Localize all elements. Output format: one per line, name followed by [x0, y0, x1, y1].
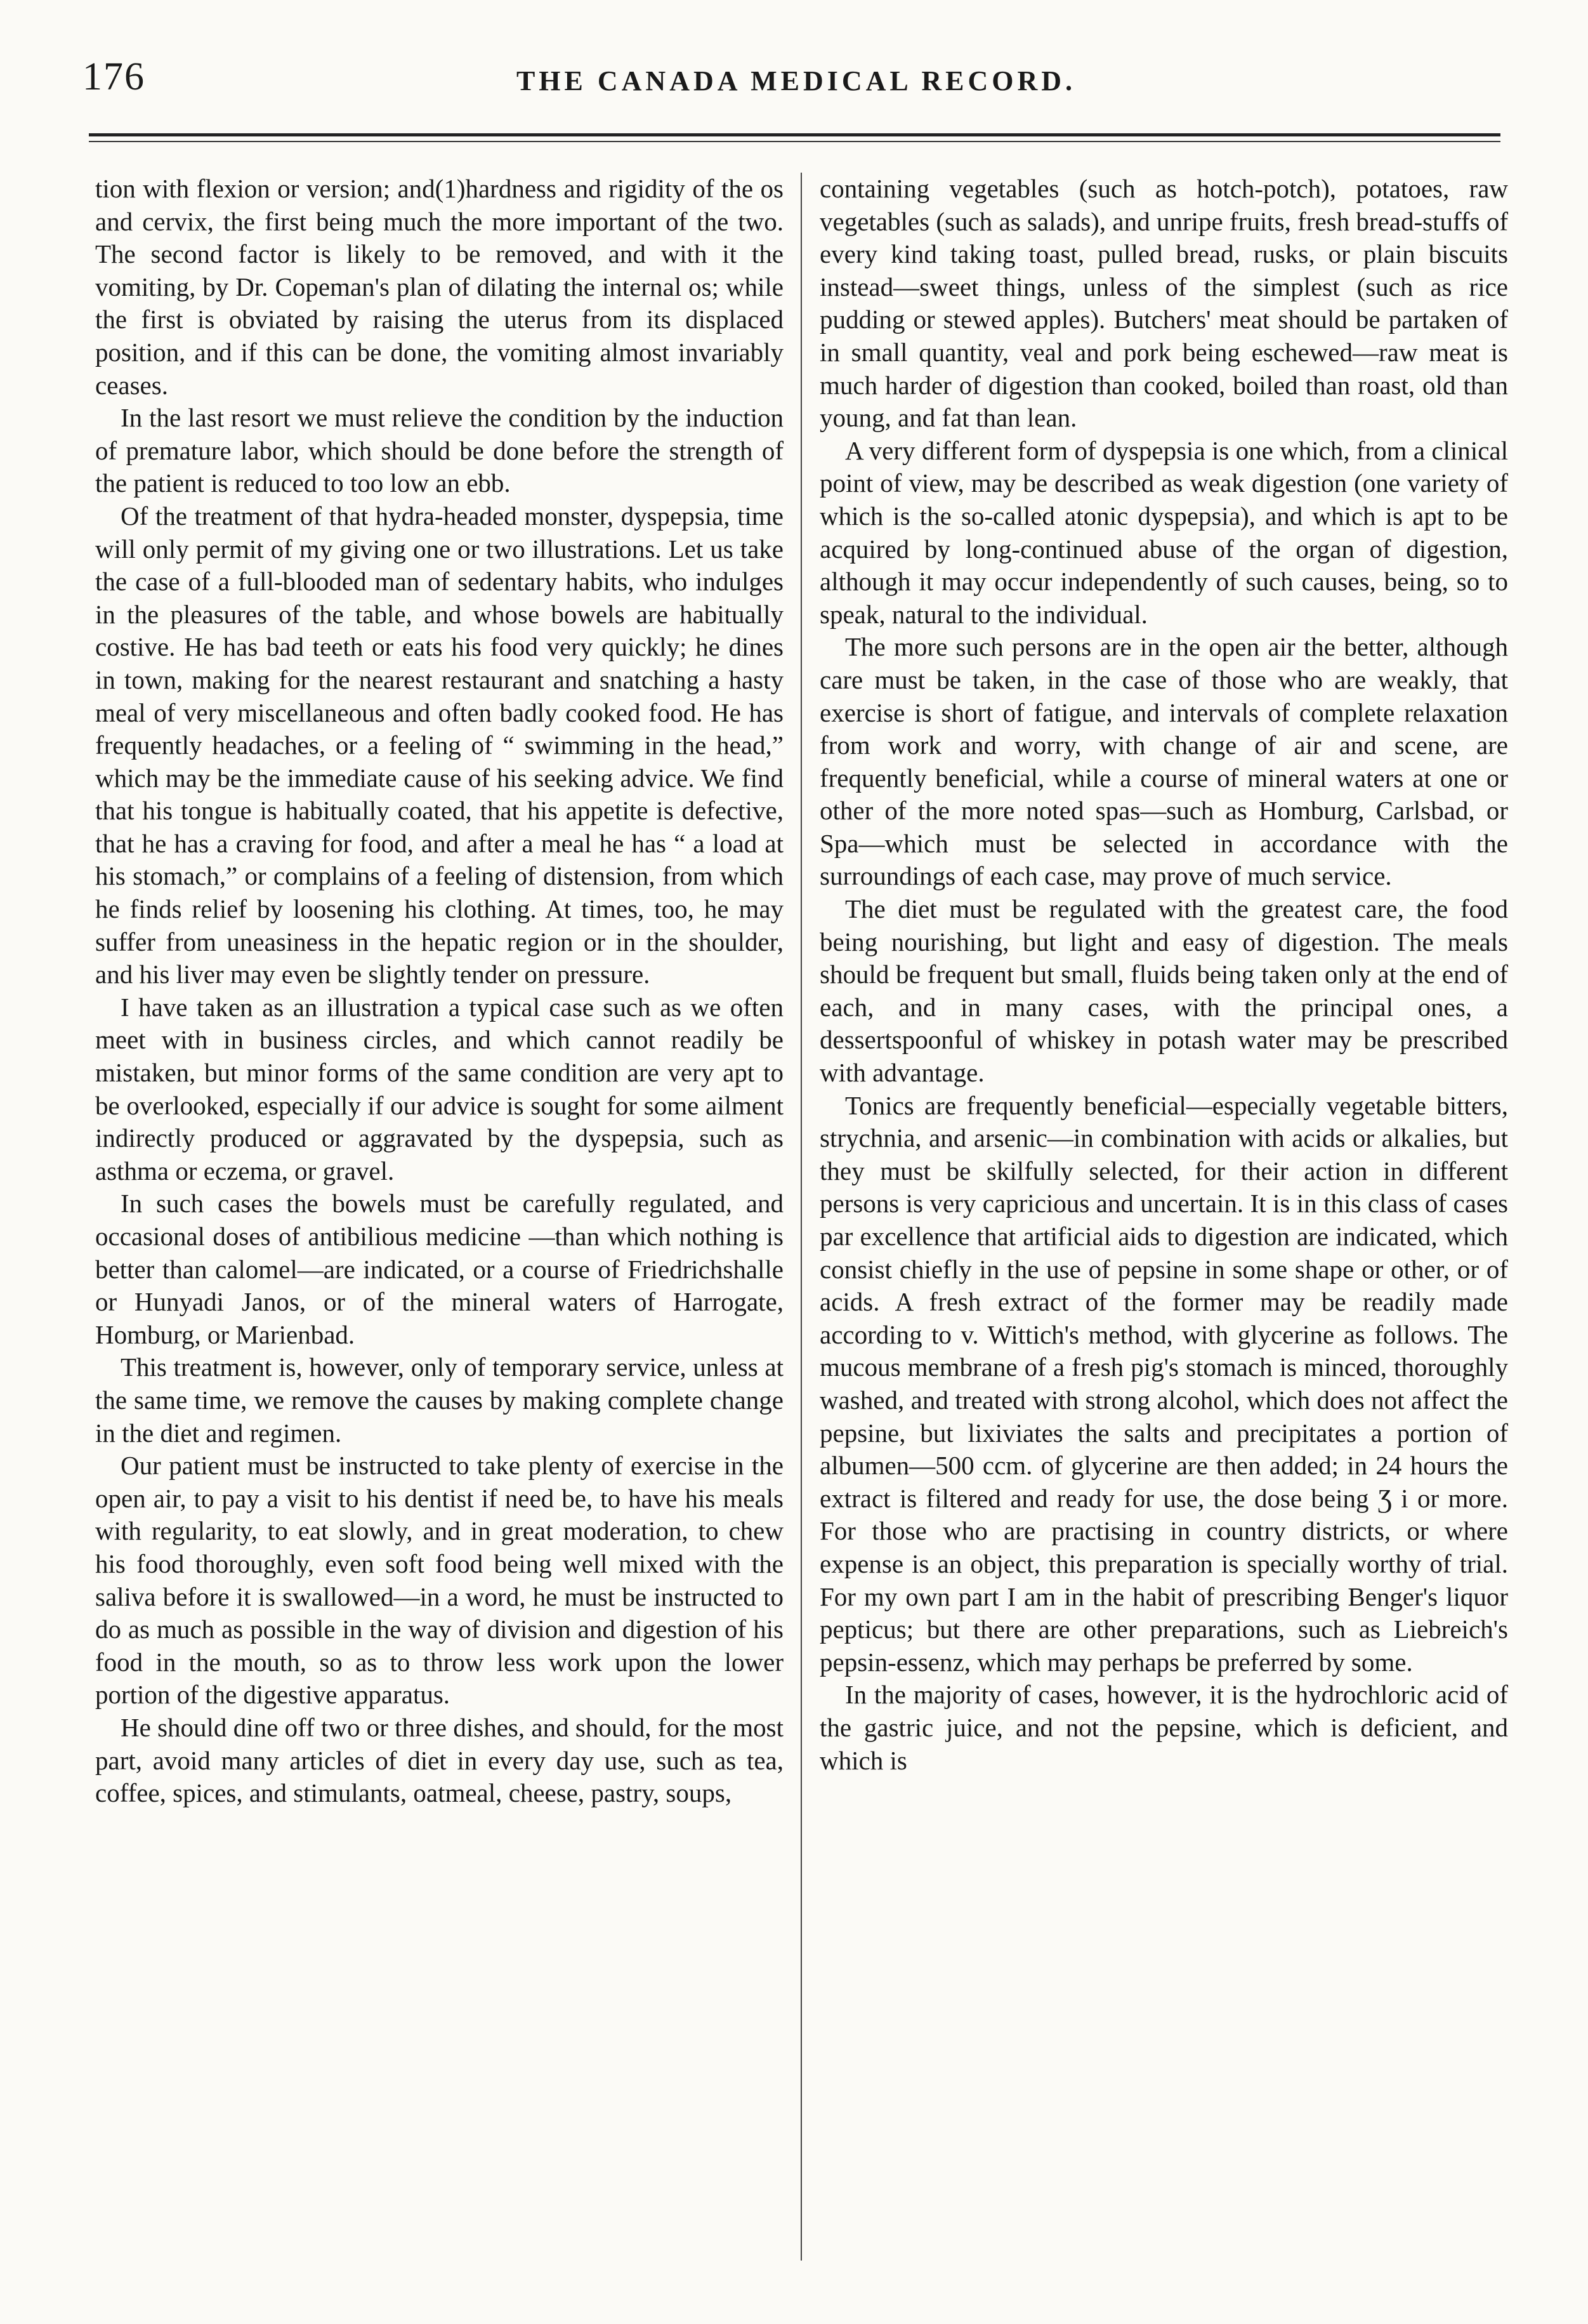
paragraph: In the last resort we must relieve the condition by the induction of premature labor, which should be done before the strength of the patient is reduced to too low an ebb. — [95, 403, 784, 498]
paragraph: This treatment is, however, only of temporary service, unless at the same time, we remove the causes by making complete change in the diet and regimen. — [95, 1352, 784, 1448]
paragraph: I have taken as an illustration a typical case such as we often meet with in business circles, and which cannot readily be mistaken, but minor forms of the same condition are very apt to be overlooked, especially if our advice is sought for some ailment indirectly produced or aggravated by the dyspepsia, such as asthma or eczema, or gravel. — [95, 992, 784, 1185]
left-column — [95, 173, 784, 1810]
paragraph: The more such persons are in the open air the better, although care must be taken, in the case of those who are weakly, that exercise is short of fatigue, and intervals of complete relaxation from work and worry, with change of air and scene, are frequently beneficial, while a course of mineral waters at one or other of the more noted spas—such as Homburg, Carlsbad, or Spa—which must be selected in accordance with the surroundings of each case, may prove of much service. — [820, 632, 1508, 891]
paragraph: Tonics are frequently beneficial—especially vegetable bitters, strychnia, and arsenic—in combination with acids or alkalies, but they must be skilfully selected, for their action in different persons is very capricious and uncertain. It is in this class of cases par excellence that artificial aids to digestion are indicated, which consist chiefly in the use of pepsine in some shape or other, or of acids. A fresh extract of the former may be readily made according to v. Wittich's method, with glycerine as follows. The mucous membrane of a fresh pig's stomach is minced, thoroughly washed, and treated with strong alcohol, which does not affect the pepsine, but lixiviates the salts and precipitates a portion of albumen—500 ccm. of glycerine are then added; in 24 hours the extract is filtered and ready for use, the dose being Ʒ i or more. For those who are practising in country districts, or where expense is an object, this preparation is specially worthy of trial. For my own part I am in the habit of prescribing Benger's liquor pepticus; but there are other preparations, such as Liebreich's pepsin-essenz, which may perhaps be preferred by some. — [820, 1090, 1508, 1677]
column-divider — [801, 173, 802, 2261]
paragraph: Of the treatment of that hydra-headed monster, dyspepsia, time will only permit of my giving one or two illustrations. Let us take the case of a full-blooded man of sedentary habits, who indulges in the pleasures of the table, and whose bowels are habitually costive. He has bad teeth or eats his food very quickly; he dines in town, making for the nearest restaurant and snatching a hasty meal of very miscellaneous and often badly cooked food. He has frequently headaches, or a feeling of “ swimming in the head,” which may be the immediate cause of his seeking advice. We find that his tongue is habitually coated, that his appetite is defective, that he has a craving for food, and after a meal he has “ a load at his stomach,” or complains of a feeling of distension, from which he finds relief by loosening his clothing. At times, too, he may suffer from uneasiness in the hepatic region or in the shoulder, and his liver may even be slightly tender on pressure. — [95, 501, 784, 989]
page-header — [76, 55, 1516, 112]
paragraph: In the majority of cases, however, it is the hydrochloric acid of the gastric juice, and not the pepsine, which is deficient, and which is — [820, 1680, 1508, 1775]
paragraph: The diet must be regulated with the greatest care, the food being nourishing, but light and easy of digestion. The meals should be frequent but small, fluids being taken only at the end of each, and in many cases, with the principal ones, a dessertspoonful of whiskey in potash water may be prescribed with advantage. — [820, 894, 1508, 1088]
running-head: THE CANADA MEDICAL RECORD. — [516, 65, 1077, 96]
header-rule-thin — [89, 141, 1500, 142]
paragraph: tion with flexion or version; and(1)hardness and rigidity of the os and cervix, the first being much the more important of the two. The second factor is likely to be removed, and with it the vomiting, by Dr. Copeman's plan of dilating the internal os; while the first is obviated by raising the uterus from its displaced position, and if this can be done, the vomiting almost invariably ceases. — [95, 174, 784, 400]
paragraph: containing vegetables (such as hotch-potch), potatoes, raw vegetables (such as salads), and unripe fruits, fresh bread-stuffs of every kind taking toast, pulled bread, rusks, or plain biscuits instead—sweet things, unless of the simplest (such as rice pudding or stewed apples). Butchers' meat should be partaken of in small quantity, veal and pork being eschewed—raw meat is much harder of digestion than cooked, boiled than roast, old than young, and fat than lean. — [820, 174, 1508, 433]
page-number: 176 — [82, 55, 145, 98]
paragraph: In such cases the bowels must be carefully regulated, and occasional doses of antibilious medicine —than which nothing is better than calomel—are indicated, or a course of Friedrichshalle or Hunyadi Janos, or of the mineral waters of Harrogate, Homburg, or Marienbad. — [95, 1189, 784, 1349]
paragraph: Our patient must be instructed to take plenty of exercise in the open air, to pay a visit to his dentist if need be, to have his meals with regularity, to eat slowly, and in great moderation, to chew his food thoroughly, even soft food being well mixed with the saliva before it is swallowed—in a word, he must be instructed to do as much as possible in the way of division and digestion of his food in the mouth, so as to throw less work upon the lower portion of the digestive apparatus. — [95, 1451, 784, 1710]
right-column — [820, 173, 1508, 1777]
header-rule-thick — [89, 133, 1500, 136]
paragraph: A very different form of dyspepsia is one which, from a clinical point of view, may be described as weak digestion (one variety of which is the so-called atonic dyspepsia), and which is apt to be acquired by long-continued abuse of the organ of digestion, although it may occur independently of such causes, being, so to speak, natural to the individual. — [820, 435, 1508, 629]
paragraph: He should dine off two or three dishes, and should, for the most part, avoid many articles of diet in every day use, such as tea, coffee, spices, and stimulants, oatmeal, cheese, pastry, soups, — [95, 1712, 784, 1808]
